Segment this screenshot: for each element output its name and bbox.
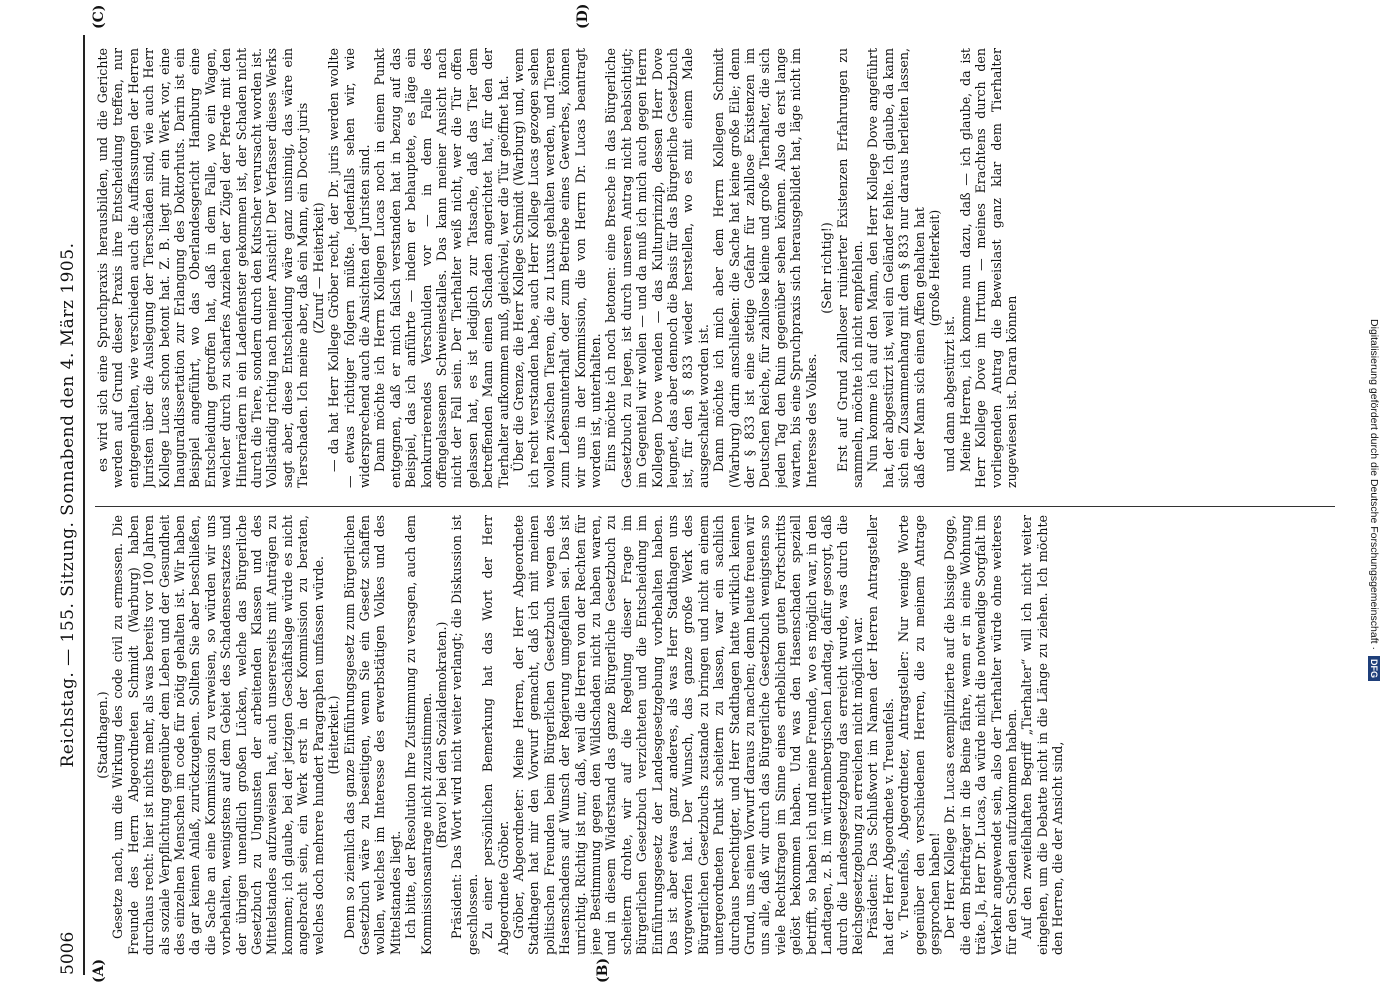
paragraph: Eins möchte ich noch betonen: eine Bresche in das Bürgerliche Gesetzbuch zu legen, ist durch unseren Antrag nicht beabsichtigt; im Gegenteil wir wollen — und da muß ich mich auch gegen Herrn Kollegen Dove wenden — das Kulturprinzip, dessen Herr Dove leugnet, das aber dennoch die Basis für das Bürgerliche Gesetzbuch ist, für den § 833 wieder herstellen, wo es mit einem Male ausgeschaltet worden ist. bbox=[603, 48, 711, 488]
paragraph: Ich bitte, der Resolution Ihre Zustimmung zu versagen, auch dem Kommissionsantrage nicht zuzustimmen. bbox=[403, 515, 434, 955]
paragraph: (Heiterkeit.) bbox=[326, 695, 342, 775]
paragraph: (Stadthagen.) bbox=[95, 691, 110, 779]
page-header bbox=[55, 35, 81, 975]
paragraph: Dann möchte ich mich aber dem Herrn Kollegen Schmidt (Warburg) darin anschließen: die Sache hat keine große Eile; denn der § 833 ist eine stetige Gefahr für zahllose Existenzen im Deutschen Reiche, für zahllose kleine und große Tierhalter, die sich jeden Tag den Ruin gegenüber sehen können. Also da erst lange warten, bis eine Spruchpraxis sich herausgebildet hat, läge nicht im Interesse des Volkes. bbox=[711, 48, 819, 488]
paragraph: Dann möchte ich Herrn Kollegen Lucas noch in einem Punkt entgegnen, daß er mich falsch verstanden hat in bezug auf das Beispiel, das ich anführte — indem er behauptete, es läge ein konkurrierendes Verschulden vor — in dem Falle des offengelassenen Schweinestalles. Das kann meiner Ansicht nach nicht der Fall sein. Der Tierhalter weiß nicht, wer die Tür offen gelassen hat, es ist lediglich zur Tatsache, daß das Tier dem betreffenden Mann einen Schaden angerichtet hat, für den der Tierhalter aufkommen muß, gleichviel, wer die Tür geöffnet hat. bbox=[372, 48, 511, 488]
dfg-logo: DFG bbox=[1368, 656, 1380, 681]
document-page bbox=[55, 3, 1345, 983]
paragraph: Meine Herren, ich komme nun dazu, daß — ich glaube, da ist Herr Kollege Dove im Irrtum — meines Erachtens durch den vorliegenden Antrag die Beweislast ganz klar dem Tierhalter zugewiesen ist. Daran können bbox=[957, 48, 1019, 488]
paragraph: (Bravo! bei den Sozialdemokraten.) bbox=[433, 621, 449, 849]
paragraph: Zu einer persönlichen Bemerkung hat das Wort der Herr Abgeordnete Gröber. bbox=[480, 515, 511, 955]
header-rule bbox=[83, 35, 85, 975]
column-divider bbox=[95, 506, 1335, 507]
page-number: 5006 bbox=[58, 931, 78, 975]
running-title: Reichstag. — 155. Sitzung. Sonnabend den 4. März 1905. bbox=[58, 242, 78, 768]
paragraph: Auf den zweifelhaften Begriff „Tierhalter“ will ich nicht weiter eingehen, um die Debatte nicht in die Länge zu ziehen. Ich möchte den Herren, die der Ansicht sind, bbox=[1019, 515, 1066, 955]
paragraph: Über die Grenze, die Herr Kollege Schmidt (Warburg) und, wenn ich recht verstanden habe, auch Herr Kollege Lucas gezogen sehen wollen zwischen Tieren, die zu Luxus gehalten werden, und Tieren zum Lebensunterhalt oder zum Betriebe eines Gewerbes, können wir uns in der Kommission, die von Herrn Dr. Lucas beantragt worden ist, unterhalten. bbox=[510, 48, 603, 488]
margin-marker-d: (D) bbox=[575, 3, 591, 29]
paragraph: (große Heiterkeit) bbox=[926, 209, 942, 327]
paragraph: und dann abgestürzt ist. bbox=[942, 315, 958, 472]
paragraph: Nun komme ich auf den Mann, den Herr Kollege Dove angeführt hat, der abgestürzt ist, weil ein Geländer fehlte. Ich glaube, da kann sich ein Zusammenhang mit dem § 833 nur daraus herleiten lassen, daß der Mann sich einen Affen gehalten hat bbox=[865, 48, 927, 488]
paragraph: Der Herr Kollege Dr. Lucas exemplifizierte auf die bissige Dogge, die dem Briefträger in die Beine fähre, wenn er in eine Wohnung träte. Ja, Herr Dr. Lucas, da würde nicht die notwendige Sorgfalt im Verkehr angewendet sein, also der Tierhalter würde ohne weiteres für den Schaden aufzukommen haben. bbox=[942, 515, 1019, 955]
paragraph: v. Treuenfels, Abgeordneter, Antragsteller: Nur wenige Worte gegenüber den verschiedenen Herren, die zu meinem Antrage gesprochen haben! bbox=[896, 515, 942, 955]
right-text-column bbox=[95, 48, 1335, 488]
margin-marker-c: (C) bbox=[91, 4, 107, 29]
paragraph: es wird sich eine Spruchpraxis herausbilden, und die Gerichte werden auf Grund dieser Praxis ihre Entscheidung treffen, nur entgegenhalten, wie verschieden auch die Auffassungen der Herren Juristen über die Auslegung der Tierschäden sind, wie auch Herr Kollege Lucas schon betont hat. Z. B. liegt mir ein Werk vor, eine Inauguraldissertation zur Erlangung des Doktorhuts. Darin ist ein Beispiel angeführt, wo das Oberlandesgericht Hamburg eine Entscheidung getroffen hat, daß in dem Falle, wo ein Wagen, welcher durch zu scharfes Anziehen der Zügel der Pferde mit den Hinterrädern in ein Ladenfenster gekommen ist, der Schaden nicht durch die Tiere, sondern durch den Kutscher verursacht worden ist. Vollständig richtig nach meiner Ansicht! Der Verfasser dieses Werks sagt aber, diese Entscheidung wäre ganz unsinnig, das wäre ein Tierschaden. Ich meine aber, daß ein Mann, ein Doctor juris bbox=[95, 48, 311, 488]
paragraph: Gröber, Abgeordneter: Meine Herren, der Herr Abgeordnete Stadthagen hat mir den Vorwurf gemacht, daß ich mit meinen politischen Freunden beim Bürgerlichen Gesetzbuch wegen des Hasenschadens auf Wunsch der Regierung umgefallen sei. Das ist unrichtig. Richtig ist nur, daß, weil die Herren von der Rechten für jene Bestimmung gegen den Wildschaden nicht zu haben waren, und in diesem Widerstand das ganze Bürgerliche Gesetzbuch zu scheitern drohte, wir auf die Regelung dieser Frage im Bürgerlichen Gesetzbuch verzichteten und die Entscheidung im Einführungsgesetz der Landesgesetzgebung vorbehalten haben. Das ist aber etwas ganz anderes, als was Herr Stadthagen uns vorgeworfen hat. Der Wunsch, das ganze große Werk des Bürgerlichen Gesetzbuchs zustande zu bringen und nicht an einem untergeordneten Punkt scheitern zu lassen, war ein sachlich durchaus berechtigter, und Herr Stadthagen hatte wirklich keinen Grund, uns einen Vorwurf daraus zu machen; denn heute freuen wir uns alle, daß wir durch das Bürgerliche Gesetzbuch wenigstens so viele Rechtsfragen im Sinne eines erheblichen guten Fortschritts gelöst bekommen haben. Und was den Hasenschaden speziell betrifft, so haben ich und meine Freunde, wo es möglich war, in den Landtagen, z. B. im württembergischen Landtag, dafür gesorgt, daß durch die Landesgesetzgebung das erreicht wurde, was durch die Reichsgesetzgebung zu erreichen nicht möglich war. bbox=[510, 515, 865, 955]
margin-marker-b: (B) bbox=[595, 957, 611, 983]
paragraph: Erst auf Grund zahlloser ruinierter Existenzen Erfahrungen zu sammeln, möchte ich nicht empfehlen. bbox=[834, 48, 865, 488]
paragraph: Gesetze nach, um die Wirkung des code civil zu ermessen. Die Freunde des Herrn Abgeordneten Schmidt (Warburg) haben durchaus recht: hier ist nichts mehr, als was bereits vor 100 Jahren als soziale Verpflichtung gegenüber dem Leben und der Gesundheit des einzelnen Menschen im code für nötig gehalten ist. Wir haben da gar keinen Anlaß, zurückzugehen. Sollten Sie aber beschließen, die Sache an eine Kommission zu verweisen, so würden wir uns vorbehalten, wenigstens auf dem Gebiet des Schadensersatzes und der übrigen unendlich großen Lücken, welche das Bürgerliche Gesetzbuch zu Ungunsten der arbeitenden Klassen und des Mittelstandes aufzuweisen hat, auch unsererseits mit Anträgen zu kommen; ich glaube, bei der jetzigen Geschäftslage würde es nicht angebracht sein, ein Werk erst in der Kommission zu beraten, welches doch mehrere hundert Paragraphen umfassen würde. bbox=[110, 515, 326, 955]
paragraph: Präsident: Das Schlußwort im Namen der Herren Antragsteller hat der Herr Abgeordnete v. Treuenfels. bbox=[865, 515, 896, 955]
margin-marker-a: (A) bbox=[91, 958, 107, 983]
paragraph: (Zuruf — Heiterkeit) bbox=[310, 202, 326, 334]
funding-credit bbox=[1366, 10, 1382, 990]
paragraph: Präsident: Das Wort wird nicht weiter verlangt; die Diskussion ist geschlossen. bbox=[449, 515, 480, 955]
credit-text: Digitalisierung gefördert durch die Deutsche Forschungsgemeinschaft · bbox=[1368, 319, 1380, 650]
paragraph: — da hat Herr Kollege Gröber recht, der Dr. juris werden wollte — etwas richtiger folgern müßte. Jedenfalls sehen wir, wie widersprechend auch die Ansichten der Juristen sind. bbox=[326, 48, 372, 488]
paragraph: Denn so ziemlich das ganze Einführungsgesetz zum Bürgerlichen Gesetzbuch wäre zu beseitigen, wenn Sie ein Gesetz schaffen wollen, welches im Interesse des erwerbstätigen Volkes und des Mittelstandes liegt. bbox=[341, 515, 403, 955]
left-text-column bbox=[95, 515, 1335, 955]
paragraph: (Sehr richtig!) bbox=[819, 222, 835, 314]
